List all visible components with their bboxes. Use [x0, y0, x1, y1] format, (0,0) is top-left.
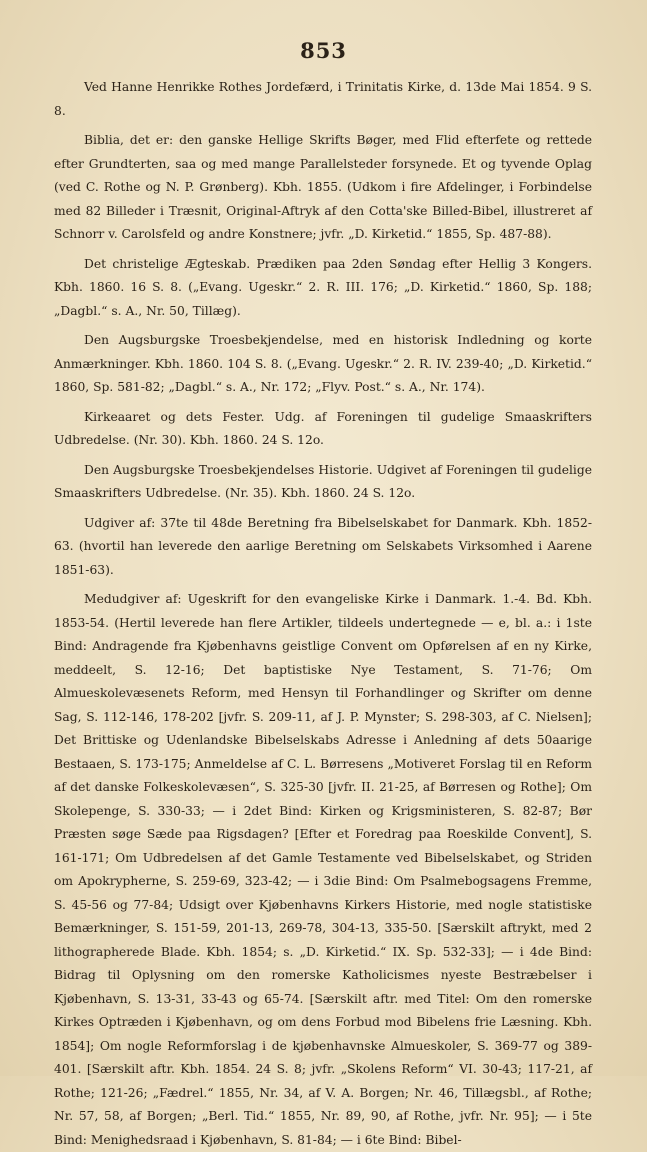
bibliography-entry-hanne-rothe: Ved Hanne Henrikke Rothes Jordefærd, i Trinitatis Kirke, d. 13de Mai 1854. 9 S. 8. [54, 80, 592, 118]
bibliography-entry-biblia: Biblia, det er: den ganske Hellige Skrifts Bøger, med Flid efterfete og rettede efter Grundterten, saa og med mange Parallelsteder forsynede. Et og tyvende Oplag (ved C. Rothe og N. P. Grønberg). Kbh. 1855. (Udkom i fire Afdelinger, i Forbindelse med 82 Billeder i Træsnit, Original-Aftryk af den Cotta'ske Billed-Bibel, illustreret af Schnorr v. Carolsfeld og andre Konstnere; jvfr. „D. Kirketid.“ 1855, Sp. 487-88). [54, 133, 592, 241]
bibliography-entry-augsburgske: Den Augsburgske Troesbekjendelse, med en historisk Indledning og korte Anmærkninger. Kbh. 1860. 104 S. 8. („Evang. Ugeskr.“ 2. R. IV. 239-40; „D. Kirketid.“ 1860, Sp. 581-82; „Dagbl.“ s. A., Nr. 172; „Flyv. Post.“ s. A., Nr. 174). [54, 333, 592, 394]
bibliography-entry-kirkeaaret: Kirkeaaret og dets Fester. Udg. af Foreningen til gudelige Smaaskrifters Udbredelse. (Nr. 30). Kbh. 1860. 24 S. 12o. [54, 409, 592, 447]
bibliography-entry-medudgiver: Medudgiver af: Ugeskrift for den evangeliske Kirke i Danmark. 1.-4. Bd. Kbh. 1853-54. (Hertil leverede han flere Artikler, tildeels undertegnede — e, bl. a.: i 1ste Bind: Andragende fra Kjøbenhavns geistlige Convent om Opførelsen af en ny Kirke, meddeelt, S. 12-16; Det baptistiske Nye Testament, S. 71-76; Om Almueskolevæsenets Reform, med Hensyn til Forhandlinger og Skrifter om denne Sag, S. 112-146, 178-202 [jvfr. S. 209-11, af J. P. Mynster; S. 298-303, af C. Nielsen]; Det Brittiske og Udenlandske Bibelselskabs Adresse i Anledning af dets 50aarige Bestaaen, S. 173-175; Anmeldelse af C. L. Børresens „Motiveret Forslag til en Reform af det danske Folkeskolevæsen“, S. 325-30 [jvfr. II. 21-25, af Børresen og Rothe]; Om Skolepenge, S. 330-33; — i 2det Bind: Kirken og Krigsministeren, S. 82-87; Bør Præsten søge Sæde paa Rigsdagen? [Efter et Foredrag paa Roeskilde Convent], S. 161-171; Om Udbredelsen af det Gamle Testamente ved Bibelselskabet, og Striden om Apokrypherne, S. 259-69, 323-42; — i 3die Bind: Om Psalmebogsagens Fremme, S. 45-56 og 77-84; Udsigt over Kjøbenhavns Kirkers Historie, med nogle statistiske Bemærkninger, S. 151-59, 201-13, 269-78, 304-13, 335-50. [Særskilt aftrykt, med 2 lithographerede Blade. Kbh. 1854; s. „D. Kirketid.“ IX. Sp. 532-33]; — i 4de Bind: Bidrag til Oplysning om den romerske Katholicismes nyeste Bestræbelser i Kjøbenhavn, S. 13-31, 33-43 og 65-74. [Særskilt aftr. med Titel: Om den romerske Kirkes Optræden i Kjøbenhavn, og om dens Forbud mod Bibelens frie Læsning. Kbh. 1854]; Om nogle Reformforslag i de kjøbenhavnske Almueskoler, S. 369-77 og 389-401. [Særskilt aftr. Kbh. 1854. 24 S. 8; jvfr. „Skolens Reform“ VI. 30-43; 117-21, af Rothe; 121-26; „Fædrel.“ 1855, Nr. 34, af V. A. Borgen; Nr. 46, Tillægsbl., af Rothe; Nr. 57, 58, af Borgen; „Berl. Tid.“ 1855, Nr. 89, 90, af Rothe, jvfr. Nr. 95]; — i 5te Bind: Menighedsraad i Kjøbenhavn, S. 81-84; — i 6te Bind: Bibel- [54, 592, 592, 1147]
bibliography-entry-aegteskab: Det christelige Ægteskab. Prædiken paa 2den Søndag efter Hellig 3 Kongers. Kbh. 1860. 16 S. 8. („Evang. Ugeskr.“ 2. R. III. 176; „D. Kirketid.“ 1860, Sp. 188; „Dagbl.“ s. A., Nr. 50, Tillæg). [54, 256, 592, 318]
bibliography-entry-troesbekjendelses-historie: Den Augsburgske Troesbekjendelses Historie. Udgivet af Foreningen til gudelige Smaaskrifters Udbredelse. (Nr. 35). Kbh. 1860. 24 S. 12o. [54, 462, 592, 500]
page-body [54, 76, 592, 1152]
page-number: 853 [300, 38, 347, 63]
bibliography-entry-udgiver: Udgiver af: 37te til 48de Beretning fra Bibelselskabet for Danmark. Kbh. 1852-63. (hvortil han leverede den aarlige Beretning om Selskabets Virksomhed i Aarene 1851-63). [54, 515, 592, 577]
